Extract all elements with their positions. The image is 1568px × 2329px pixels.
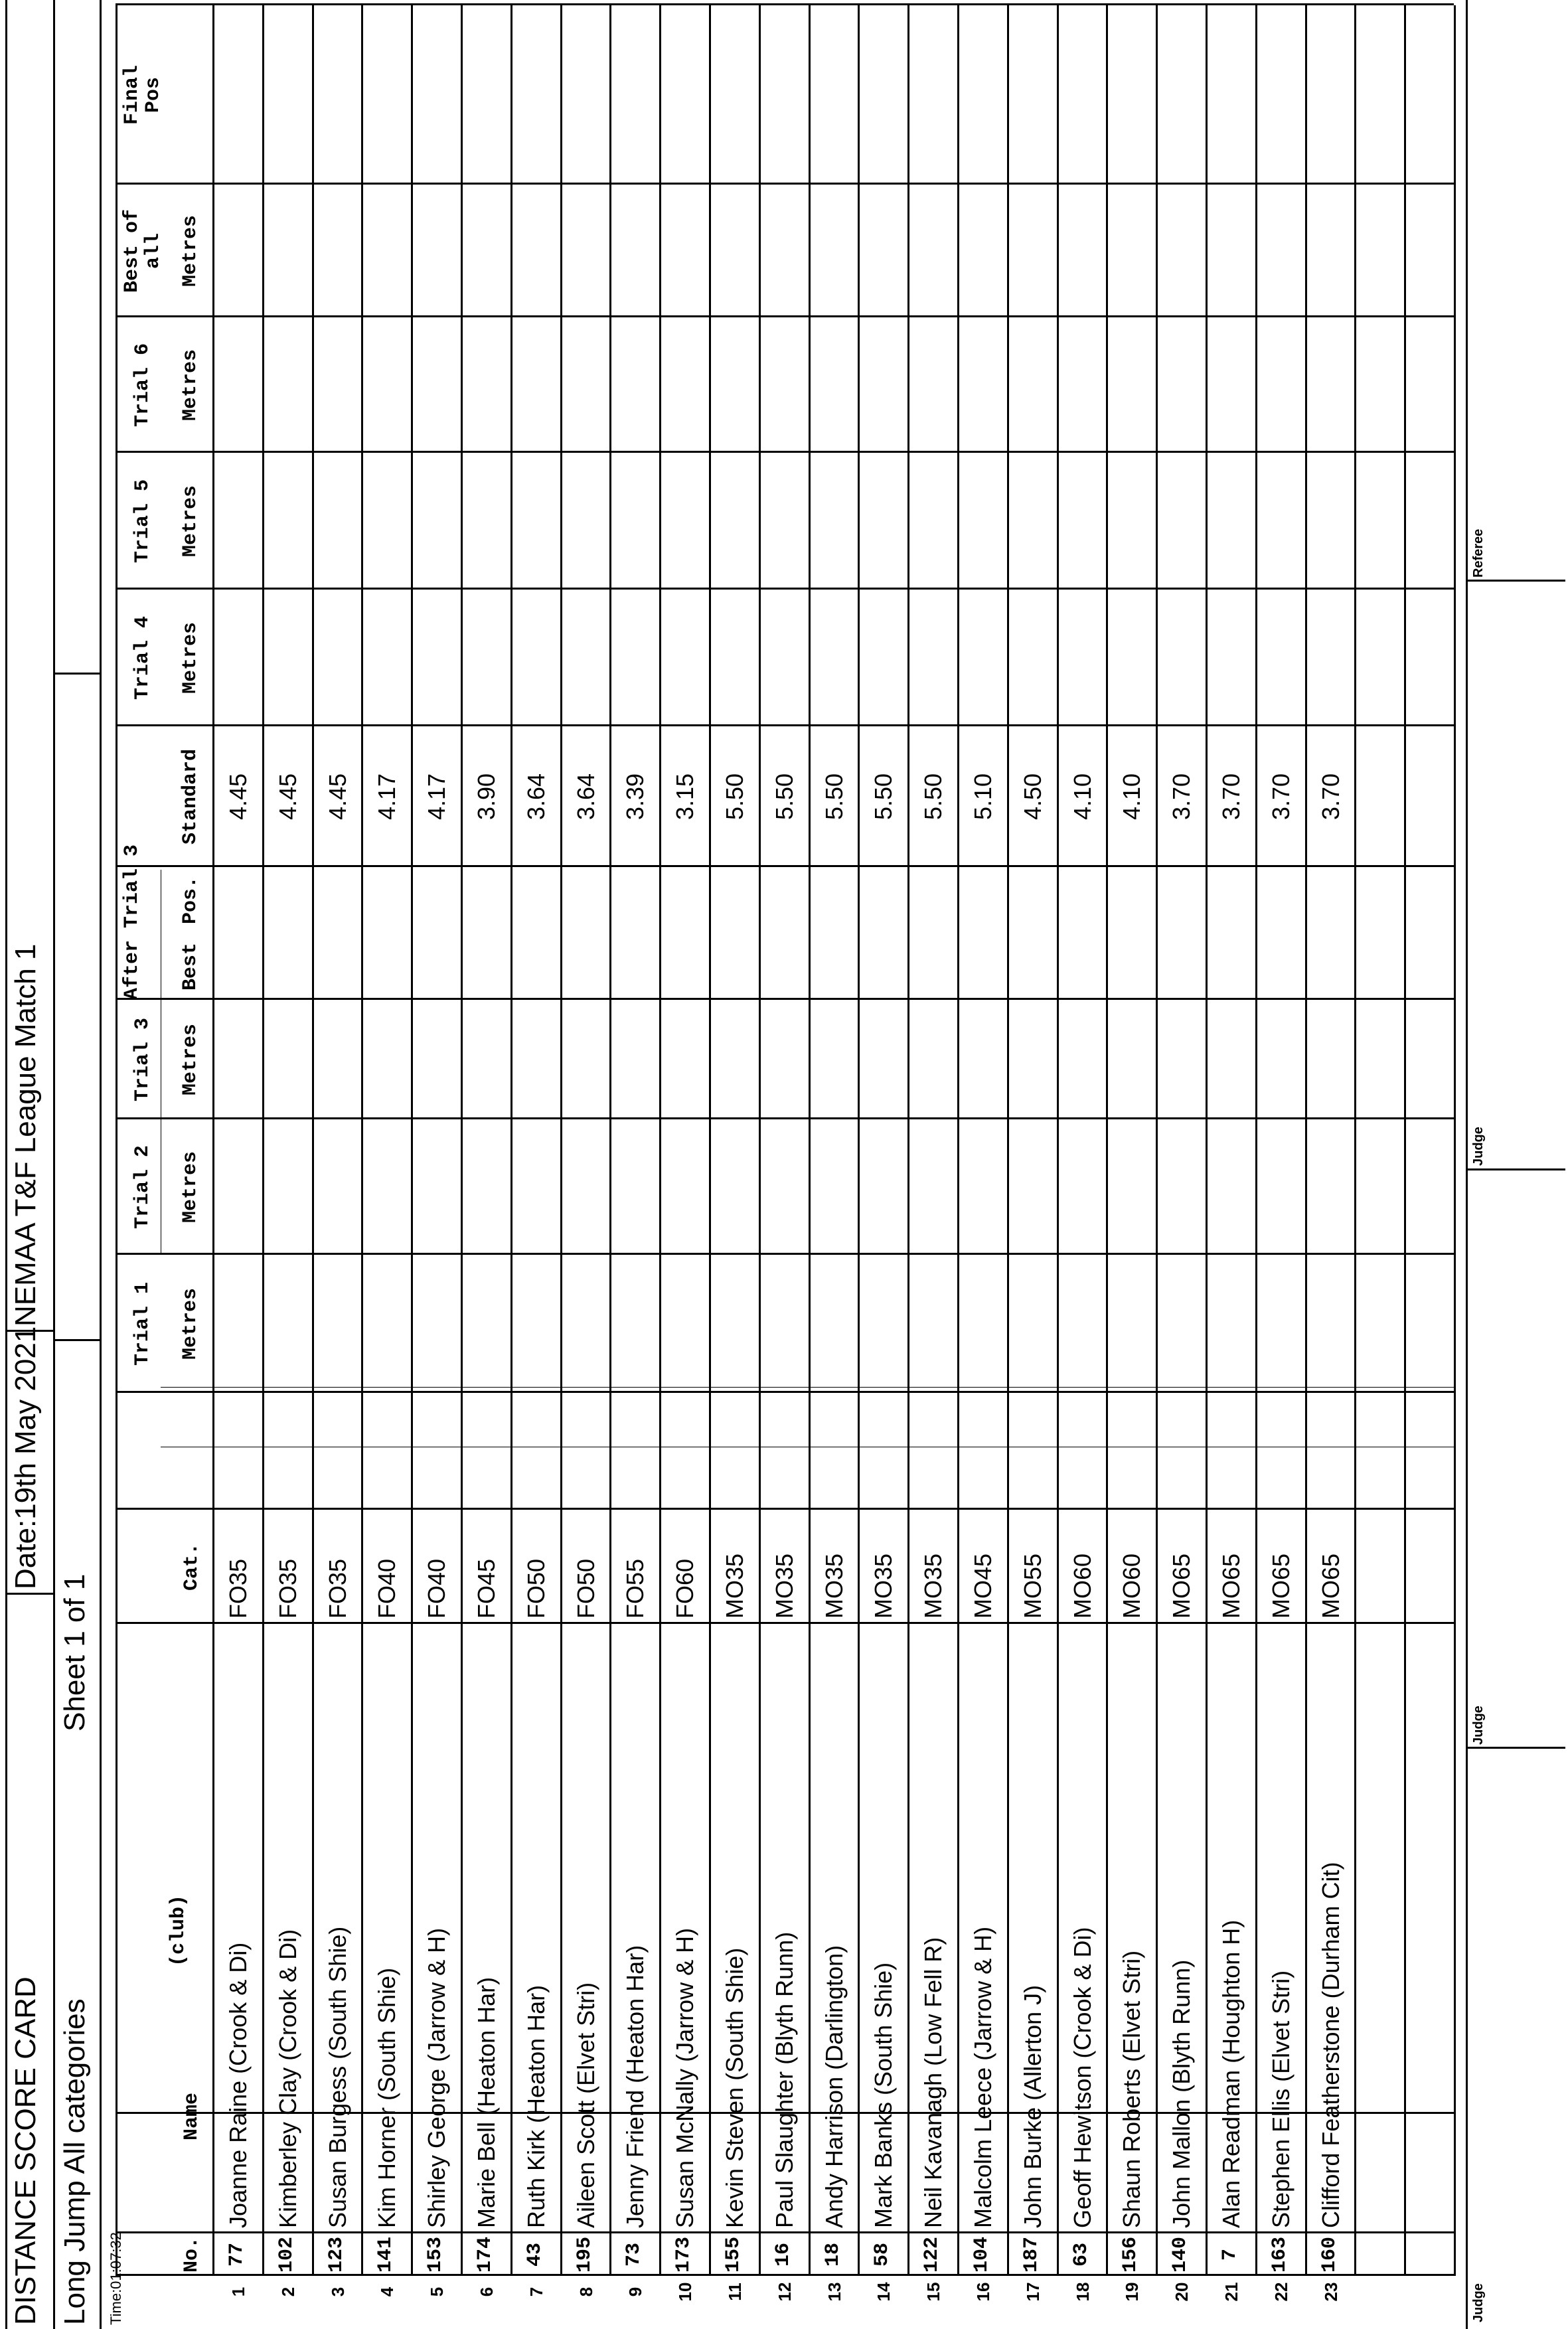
competitor-number: 122	[921, 2237, 944, 2273]
standard-value: 3.70	[1267, 773, 1294, 821]
competitor-category: FO40	[373, 1558, 401, 1619]
col-trial4-header: Trial 4	[131, 615, 154, 700]
row-number: 19	[1122, 2282, 1142, 2302]
standard-value: 4.17	[423, 773, 451, 821]
col-trial3-metres: Metres	[179, 1023, 202, 1096]
column-line	[116, 588, 1454, 590]
competitor-name: Ruth Kirk (Heaton Har)	[522, 1984, 550, 2228]
row-line	[809, 5, 811, 2276]
standard-value: 3.70	[1316, 773, 1344, 821]
standard-value: 3.15	[671, 773, 699, 821]
column-line	[116, 998, 1454, 1000]
col-no-header: No.	[181, 2237, 203, 2273]
competitor-number: 174	[474, 2237, 497, 2273]
col-after-trial3-header: After Trial 3	[121, 844, 143, 1000]
competitor-category: FO35	[274, 1558, 301, 1619]
standard-value: 3.64	[572, 773, 599, 821]
competitor-number: 163	[1268, 2237, 1291, 2273]
row-number: 6	[477, 2287, 497, 2297]
judge-label-1: Judge	[1471, 2283, 1486, 2322]
standard-value: 4.45	[323, 773, 351, 821]
standard-value: 3.70	[1217, 773, 1245, 821]
competitor-number: 123	[325, 2237, 348, 2273]
row-number: 22	[1271, 2282, 1291, 2302]
competitor-number: 43	[523, 2243, 546, 2267]
row-line	[858, 5, 860, 2276]
col-bestofall-header-2: all	[142, 233, 165, 270]
row-line	[361, 5, 363, 2276]
competitor-name: Kimberley Clay (Crook & Di)	[274, 1929, 301, 2228]
row-number: 15	[923, 2282, 944, 2302]
title-div-4	[53, 673, 100, 675]
row-number: 11	[725, 2283, 745, 2301]
row-line	[262, 5, 264, 2276]
col-trial1-metres: Metres	[179, 1287, 202, 1360]
col-cat-header: Cat.	[181, 1543, 203, 1591]
row-line	[1007, 5, 1009, 2276]
row-number: 8	[576, 2287, 596, 2297]
competitor-name: Kevin Steven (South Shie)	[721, 1947, 748, 2228]
competitor-category: MO35	[770, 1553, 798, 1619]
title-div-1	[5, 1593, 53, 1595]
col-bestofall-header-1: Best of	[121, 208, 143, 293]
row-line	[1255, 5, 1257, 2276]
competitor-number: 141	[374, 2237, 398, 2273]
competitor-category: MO65	[1267, 1553, 1294, 1619]
competitor-category: FO35	[323, 1558, 351, 1619]
row-number: 14	[874, 2282, 894, 2302]
standard-value: 3.64	[522, 773, 550, 821]
row-line	[461, 5, 463, 2276]
row-number: 21	[1221, 2282, 1241, 2302]
col-trial6-header: Trial 6	[131, 343, 154, 428]
time-stamp: Time:01:07:32	[108, 2232, 124, 2325]
competitor-category: MO55	[1018, 1553, 1046, 1619]
row-number: 5	[427, 2287, 447, 2297]
sheet-label: Sheet 1 of 1	[58, 1573, 91, 1731]
row-line	[759, 5, 761, 2276]
table-header-line	[212, 5, 214, 2276]
row-number: 17	[1022, 2282, 1043, 2302]
row-line	[1354, 5, 1356, 2276]
competitor-name: Shirley George (Jarrow & H)	[423, 1927, 451, 2228]
column-line	[116, 1622, 1454, 1624]
title-top-line	[5, 0, 7, 2329]
competitor-number: 16	[771, 2243, 795, 2267]
competitor-category: MO35	[919, 1553, 947, 1619]
column-line	[116, 1508, 1454, 1510]
competitor-name: Stephen Ellis (Elvet Stri)	[1267, 1970, 1294, 2228]
competitor-category: FO40	[423, 1558, 451, 1619]
competitor-name: Clifford Featherstone (Durham Cit)	[1316, 1862, 1344, 2228]
competitor-number: 173	[672, 2237, 696, 2273]
standard-value: 4.10	[1118, 773, 1146, 821]
standard-value: 3.39	[621, 773, 649, 821]
row-line	[312, 5, 314, 2276]
judge-label-3: Judge	[1471, 1127, 1486, 1166]
competitor-category: MO45	[969, 1553, 996, 1619]
footer-div-1	[1466, 1747, 1565, 1749]
standard-value: 4.50	[1018, 773, 1046, 821]
standard-value: 5.10	[969, 773, 996, 821]
title-div-3	[53, 1339, 100, 1341]
row-line	[659, 5, 661, 2276]
competitor-category: MO60	[1118, 1553, 1146, 1619]
standard-value: 4.17	[373, 773, 401, 821]
col-trial2-header: Trial 2	[131, 1145, 154, 1230]
competitor-name: Kim Horner (South Shie)	[373, 1967, 401, 2228]
competitor-category: FO45	[473, 1558, 500, 1619]
competitor-name: Geoff Hewitson (Crook & Di)	[1068, 1927, 1096, 2228]
column-line	[116, 315, 1454, 317]
competitor-category: FO50	[572, 1558, 599, 1619]
row-line	[1404, 5, 1406, 2276]
row-number: 1	[228, 2287, 248, 2297]
competitor-category: MO60	[1068, 1553, 1096, 1619]
footer-top-line	[1466, 0, 1468, 2329]
competitor-number: 195	[573, 2237, 596, 2273]
standard-value: 3.70	[1168, 773, 1196, 821]
title-mid-line	[53, 0, 55, 2329]
column-line	[116, 451, 1454, 453]
row-line	[560, 5, 562, 2276]
competitor-category: MO35	[870, 1553, 898, 1619]
competitor-number: 18	[821, 2243, 844, 2267]
competitor-name: Shaun Roberts (Elvet Stri)	[1118, 1950, 1146, 2228]
row-number: 18	[1072, 2282, 1093, 2302]
standard-value: 5.50	[820, 773, 848, 821]
competitor-number: 7	[1219, 2249, 1241, 2261]
footer-div-2	[1466, 1168, 1565, 1170]
competitor-number: 140	[1169, 2237, 1192, 2273]
row-number: 9	[625, 2287, 646, 2297]
event-title: Long Jump All categories	[58, 1998, 91, 2325]
competitor-number: 153	[424, 2237, 447, 2273]
competitor-name: Susan McNally (Jarrow & H)	[671, 1927, 699, 2228]
standard-value: 5.50	[770, 773, 798, 821]
meeting-title: NEMAA T&F League Match 1	[9, 943, 42, 1326]
competitor-name: Alan Readman (Houghton H)	[1217, 1919, 1245, 2228]
competitor-number: 187	[1020, 2237, 1043, 2273]
col-trial4-metres: Metres	[179, 621, 202, 694]
col-club-header: (club)	[167, 1894, 190, 1967]
competitor-name: John Mallon (Blyth Runn)	[1168, 1959, 1196, 2228]
after-trial3-split-2	[161, 1387, 1454, 1388]
competitor-number: 73	[623, 2243, 646, 2267]
row-line	[1454, 5, 1456, 2276]
competitor-category: MO35	[721, 1553, 748, 1619]
row-number: 12	[774, 2282, 795, 2302]
standard-value: 3.90	[473, 773, 500, 821]
col-trial3-header: Trial 3	[131, 1017, 154, 1102]
col-name-header: Name	[181, 2093, 203, 2141]
competitor-category: FO35	[224, 1558, 252, 1619]
row-line	[1106, 5, 1108, 2276]
competitor-category: MO35	[820, 1553, 848, 1619]
competitor-name: Andy Harrison (Darlington)	[820, 1945, 848, 2228]
column-line	[116, 183, 1454, 185]
row-line	[411, 5, 413, 2276]
competitor-category: MO65	[1217, 1553, 1245, 1619]
competitor-number: 160	[1318, 2237, 1341, 2273]
standard-value: 5.50	[721, 773, 748, 821]
row-number: 13	[824, 2282, 844, 2302]
standard-value: 4.45	[224, 773, 252, 821]
row-line	[1156, 5, 1158, 2276]
row-number: 7	[526, 2287, 546, 2297]
col-trial6-metres: Metres	[179, 349, 202, 422]
date-label: Date:19th May 2021	[9, 1326, 42, 1589]
row-line	[709, 5, 711, 2276]
row-line	[1206, 5, 1208, 2276]
col-pos-header: Pos.	[179, 876, 202, 925]
row-line	[957, 5, 959, 2276]
competitor-category: MO65	[1316, 1553, 1344, 1619]
card-title: DISTANCE SCORE CARD	[9, 1976, 42, 2325]
competitor-name: Paul Slaughter (Blyth Runn)	[770, 1931, 798, 2228]
competitor-number: 77	[226, 2243, 248, 2267]
row-line	[609, 5, 611, 2276]
competitor-name: Marie Bell (Heaton Har)	[473, 1976, 500, 2228]
competitor-number: 58	[871, 2243, 894, 2267]
col-bestofall-metres: Metres	[179, 214, 202, 287]
competitor-number: 155	[722, 2237, 745, 2273]
col-trial1-header: Trial 1	[131, 1281, 154, 1366]
row-number: 23	[1320, 2282, 1341, 2302]
competitor-name: Joanne Raine (Crook & Di)	[224, 1942, 252, 2228]
row-line	[510, 5, 512, 2276]
row-number: 4	[377, 2287, 398, 2297]
col-trial5-header: Trial 5	[131, 479, 154, 564]
competitor-category: FO55	[621, 1558, 649, 1619]
col-finalpos-header-1: Final	[121, 65, 143, 125]
title-bottom-line	[100, 0, 102, 2329]
standard-value: 5.50	[870, 773, 898, 821]
footer-div-3	[1466, 580, 1565, 582]
column-line	[116, 1253, 1454, 1255]
competitor-name: John Burke (Allerton J)	[1018, 1984, 1046, 2228]
title-div-2	[5, 1330, 53, 1332]
row-line	[907, 5, 909, 2276]
col-trial2-metres: Metres	[179, 1151, 202, 1224]
competitor-number: 156	[1119, 2237, 1142, 2273]
judge-label-2: Judge	[1471, 1706, 1486, 1745]
standard-value: 4.10	[1068, 773, 1096, 821]
table-top-line	[116, 5, 118, 2276]
competitor-name: Neil Kavanagh (Low Fell R)	[919, 1937, 947, 2228]
row-number: 16	[973, 2282, 993, 2302]
row-number: 10	[675, 2282, 696, 2302]
competitor-name: Aileen Scott (Elvet Stri)	[572, 1982, 599, 2228]
competitor-name: Susan Burgess (South Shie)	[323, 1926, 351, 2228]
column-line	[116, 1117, 1454, 1119]
standard-value: 4.45	[274, 773, 301, 821]
competitor-category: MO65	[1168, 1553, 1196, 1619]
col-trial5-metres: Metres	[179, 485, 202, 558]
competitor-number: 102	[275, 2237, 298, 2273]
competitor-category: FO60	[671, 1558, 699, 1619]
col-best-header: Best	[179, 943, 202, 991]
competitor-category: FO50	[522, 1558, 550, 1619]
column-line	[116, 3, 1454, 5]
row-number: 20	[1172, 2282, 1192, 2302]
referee-label: Referee	[1471, 528, 1486, 578]
competitor-name: Jenny Friend (Heaton Har)	[621, 1945, 649, 2228]
row-line	[1057, 5, 1059, 2276]
column-line	[116, 1391, 1454, 1393]
competitor-name: Malcolm Leece (Jarrow & H)	[969, 1926, 996, 2228]
col-finalpos-header-2: Pos	[142, 77, 165, 114]
col-standard-header: Standard	[179, 748, 202, 845]
standard-value: 5.50	[919, 773, 947, 821]
competitor-name: Mark Banks (South Shie)	[870, 1962, 898, 2228]
row-number: 2	[277, 2287, 298, 2297]
row-line	[1305, 5, 1307, 2276]
row-number: 3	[327, 2287, 348, 2297]
competitor-number: 104	[971, 2237, 993, 2273]
competitor-number: 63	[1069, 2243, 1093, 2267]
